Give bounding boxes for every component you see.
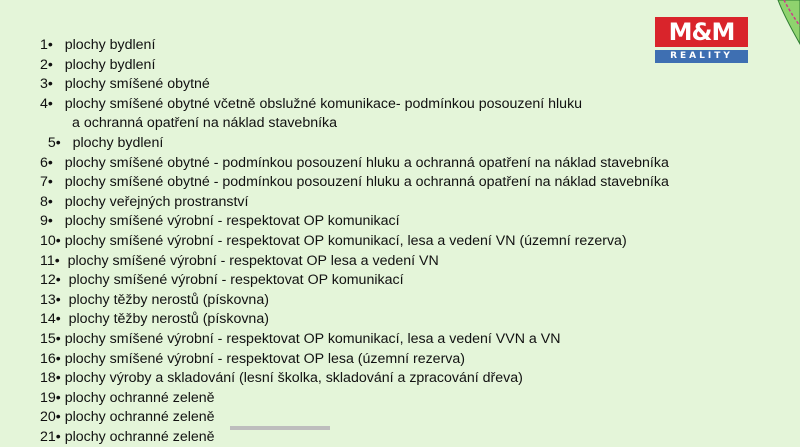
item-text: plochy smíšené výrobní - respektovat OP lesa (územní rezerva) — [64, 350, 466, 367]
legend-item-9: 9• plochy smíšené výrobní - respektovat OP komunikací — [40, 213, 400, 230]
item-text: plochy smíšené výrobní - respektovat OP komunikací — [64, 213, 400, 230]
item-text: plochy bydlení — [64, 56, 156, 73]
item-text: plochy smíšené výrobní - respektovat OP komunikací — [68, 272, 404, 289]
item-number: 3 — [40, 76, 48, 93]
item-text: plochy smíšené výrobní - respektovat OP komunikací, lesa a vedení VVN a VN — [64, 330, 561, 347]
item-text: plochy smíšené výrobní - respektovat OP komunikací, lesa a vedení VN (územní rezerva) — [64, 232, 627, 249]
legend-item-4: 4• plochy smíšené obytné včetně obslužné komunikace- podmínkou posouzení hluku — [40, 95, 583, 112]
mm-reality-logo — [655, 17, 748, 63]
item-number: 18 — [40, 370, 56, 387]
legend-item-21: 21• plochy ochranné zeleně — [40, 428, 215, 445]
logo-tagline: REALITY — [655, 50, 748, 63]
item-text: plochy ochranné zeleně — [64, 409, 215, 426]
item-text: plochy těžby nerostů (pískovna) — [68, 291, 269, 308]
item-text: plochy smíšené obytné včetně obslužné komunikace- podmínkou posouzení hluku — [64, 95, 583, 112]
legend-item-6: 6• plochy smíšené obytné - podmínkou posouzení hluku a ochranná opatření na náklad stavebníka — [40, 154, 669, 171]
item-number: 15 — [40, 330, 56, 347]
item-text: plochy bydlení — [72, 134, 164, 151]
legend-item-14: 14• plochy těžby nerostů (pískovna) — [40, 311, 269, 328]
legend-item-2: 2• plochy bydlení — [40, 56, 156, 73]
legend-item-20: 20• plochy ochranné zeleně — [40, 409, 215, 426]
item-number: 9 — [40, 213, 48, 230]
legend-item-12: 12• plochy smíšené výrobní - respektovat OP komunikací — [40, 272, 404, 289]
item-text: plochy veřejných prostranství — [64, 193, 249, 210]
legend-item-8: 8• plochy veřejných prostranství — [40, 193, 249, 210]
legend-item-4-continued — [40, 114, 669, 134]
item-text: plochy smíšené obytné — [64, 76, 210, 93]
item-number: 1 — [40, 37, 48, 53]
legend-item-13: 13• plochy těžby nerostů (pískovna) — [40, 291, 269, 308]
legend-item-1: 1• plochy bydlení — [40, 37, 156, 53]
logo-brand: M&M — [655, 17, 748, 47]
legend-item-16: 16• plochy smíšené výrobní - respektovat OP lesa (územní rezerva) — [40, 350, 466, 367]
item-text: plochy bydlení — [64, 37, 156, 53]
legend-item-15: 15• plochy smíšené výrobní - respektovat OP komunikací, lesa a vedení VVN a VN — [40, 330, 561, 347]
legend-item-11: 11• plochy smíšené výrobní - respektovat OP lesa a vedení VN — [40, 252, 439, 269]
scroll-indicator — [230, 426, 330, 430]
item-number: 11 — [40, 252, 55, 269]
item-number: 21 — [40, 428, 56, 445]
item-number: 5 — [47, 134, 56, 151]
item-text: plochy ochranné zeleně — [64, 389, 215, 406]
item-number: 13 — [40, 291, 56, 308]
item-number: 12 — [40, 272, 56, 289]
item-text: plochy těžby nerostů (pískovna) — [68, 311, 269, 328]
item-text: plochy výroby a skladování (lesní školka, skladování a zpracování dřeva) — [64, 370, 523, 387]
legend-item-19: 19• plochy ochranné zeleně — [40, 389, 215, 406]
item-text: a ochranná opatření na náklad stavebníka — [72, 115, 338, 132]
item-number: 7 — [40, 174, 48, 191]
item-text: plochy smíšené obytné - podmínkou posouzení hluku a ochranná opatření na náklad stavebníka — [64, 174, 669, 191]
legend-item-10: 10• plochy smíšené výrobní - respektovat OP komunikací, lesa a vedení VN (územní rezerva) — [40, 232, 627, 249]
legend-list — [40, 36, 669, 445]
item-text: plochy ochranné zeleně — [64, 428, 215, 445]
item-number: 16 — [40, 350, 56, 367]
item-text: plochy smíšené výrobní - respektovat OP lesa a vedení VN — [67, 252, 439, 269]
map-corner-fragment — [760, 0, 800, 70]
item-number: 8 — [40, 193, 48, 210]
item-text: plochy smíšené obytné - podmínkou posouzení hluku a ochranná opatření na náklad stavebníka — [64, 154, 669, 171]
legend-item-5: 5• plochy bydlení — [47, 134, 164, 151]
item-number: 10 — [40, 232, 56, 249]
item-number: 20 — [40, 409, 56, 426]
item-number: 4 — [40, 95, 48, 112]
item-number: 14 — [40, 311, 56, 328]
legend-item-18: 18• plochy výroby a skladování (lesní školka, skladování a zpracování dřeva) — [40, 370, 523, 387]
item-number: 2 — [40, 56, 48, 73]
legend-item-3: 3• plochy smíšené obytné — [40, 76, 210, 93]
legend-item-7: 7• plochy smíšené obytné - podmínkou posouzení hluku a ochranná opatření na náklad stavebníka — [40, 174, 669, 191]
item-number: 19 — [40, 389, 56, 406]
item-number: 6 — [40, 154, 48, 171]
